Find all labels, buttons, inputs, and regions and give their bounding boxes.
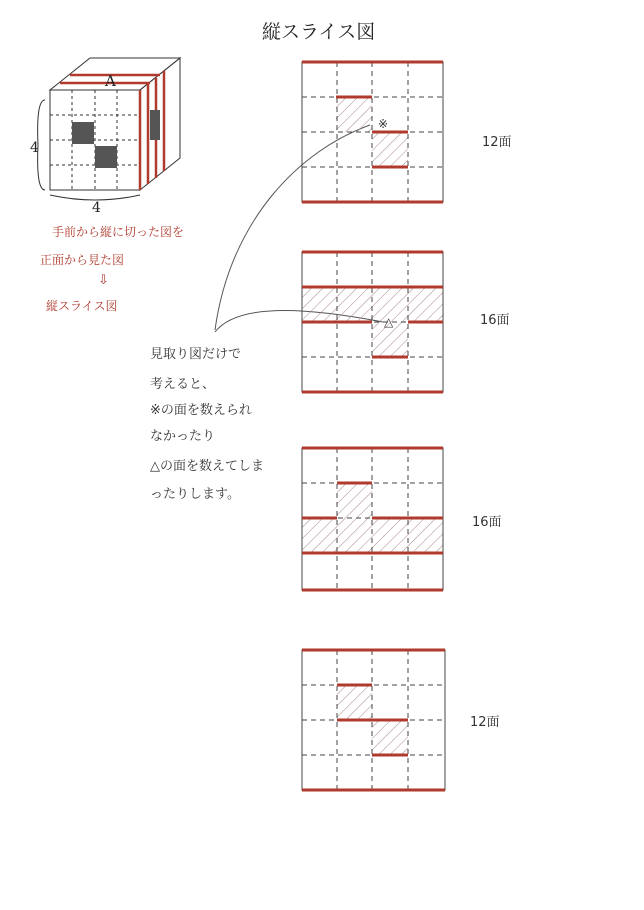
cube-label-bottom: 4 — [92, 200, 101, 216]
caption-line-3: 縦スライス図 — [46, 299, 118, 313]
cube-label-left: 4 — [30, 140, 39, 156]
note-line-5: △の面を数えてしま — [150, 459, 264, 474]
cube-label-top: A — [105, 72, 116, 90]
note-line-2: 考えると、 — [150, 377, 216, 392]
note-line-1: 見取り図だけで — [150, 347, 242, 362]
hole-square-1 — [72, 122, 94, 144]
kome-mark: ※ — [378, 117, 389, 131]
slice-1-count: 12面 — [482, 135, 512, 150]
note-line-6: ったりします。 — [150, 487, 240, 502]
page-title: 縦スライス図 — [262, 21, 376, 43]
note-line-4: なかったり — [150, 429, 216, 444]
slice-3-count: 16面 — [472, 515, 502, 530]
slice-2 — [302, 252, 443, 392]
caption-line-1: 手前から縦に切った図を — [52, 225, 185, 239]
note-line-3: ※の面を数えられ — [150, 403, 252, 418]
caption-arrow: ⇩ — [98, 273, 109, 288]
slice-2-count: 16面 — [480, 313, 510, 328]
slice-1 — [302, 62, 443, 202]
triangle-mark: △ — [384, 315, 394, 329]
slice-4-count: 12面 — [470, 715, 500, 730]
hole-square-3 — [150, 110, 160, 140]
slice-4 — [302, 650, 445, 790]
caption-line-2: 正面から見た図 — [40, 253, 125, 267]
hole-square-2 — [95, 146, 117, 168]
slice-3 — [302, 448, 443, 590]
